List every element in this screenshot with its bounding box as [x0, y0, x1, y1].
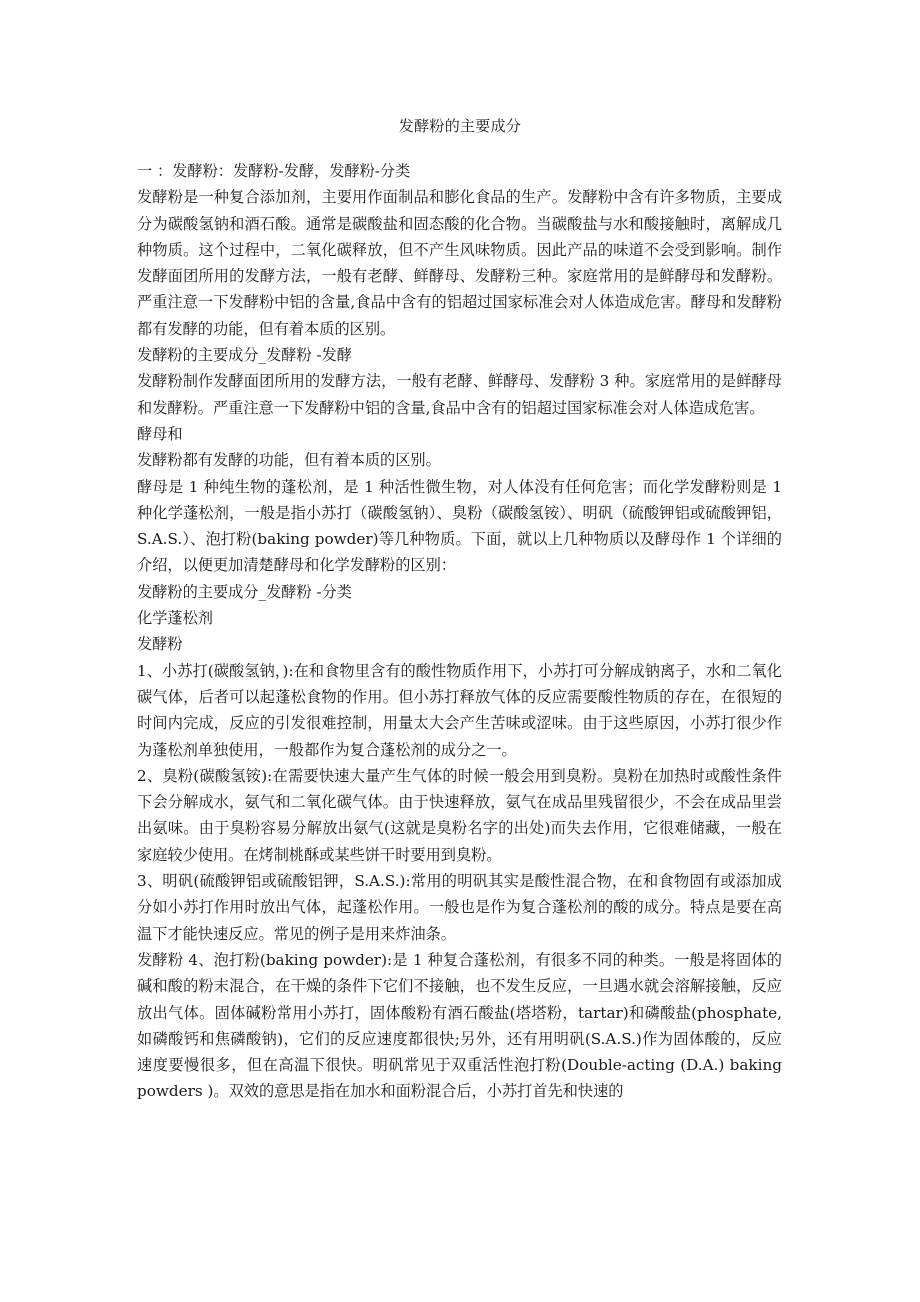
document-title: 发酵粉的主要成分: [398, 117, 522, 135]
body-paragraph: 发酵粉: [137, 635, 183, 654]
section-heading: 一 ：发酵粉：发酵粉-发酵，发酵粉-分类: [137, 162, 411, 180]
body-paragraph: 发酵粉都有发酵的功能，但有着本质的区别。: [137, 451, 441, 470]
body-paragraph: 化学蓬松剂: [137, 609, 213, 628]
section-heading: 发酵粉的主要成分_发酵粉 -发酵: [137, 346, 352, 365]
body-paragraph: 发酵粉是一种复合添加剂，主要用作面制品和膨化食品的生产。发酵粉中含有许多物质，主要成分为碳酸氢钠和酒石酸。通常是碳酸盐和固态酸的化合物。当碳酸盐与水和酸接触时，离解成几种物质。这个过程中，二氧化碳释放，但不产生风味物质。因此产品的味道不会受到影响。制作发酵面团所用的发酵方法，一般有老酵、鲜酵母、发酵粉三种。家庭常用的是鲜酵母和发酵粉。严重注意一下发酵粉中铝的含量,食品中含有的铝超过国家标准会对人体造成危害。酵母和发酵粉都有发酵的功能，但有着本质的区别。: [137, 188, 782, 338]
list-item: 3、明矾(硫酸钾铝或硫酸铝钾，S.A.S.):常用的明矾其实是酸性混合物，在和食物固有或添加成分如小苏打作用时放出气体，起蓬松作用。一般也是作为复合蓬松剂的酸的成分。特点是要在高温下才能快速反应。常见的例子是用来炸油条。: [137, 872, 782, 943]
list-item: 1、小苏打(碳酸氢钠，):在和食物里含有的酸性物质作用下，小苏打可分解成钠离子，水和二氧化碳气体，后者可以起蓬松食物的作用。但小苏打释放气体的反应需要酸性物质的存在，在很短的时间内完成，反应的引发很难控制，用量太大会产生苦味或涩味。由于这些原因，小苏打很少作为蓬松剂单独使用，一般都作为复合蓬松剂的成分之一。: [137, 661, 782, 759]
list-item: 发酵粉 4、泡打粉(baking powder):是 1 种复合蓬松剂，有很多不同的种类。一般是将固体的碱和酸的粉末混合，在干燥的条件下它们不接触，也不发生反应，一旦遇水就会溶解接触，反应放出气体。固体碱粉常用小苏打，固体酸粉有酒石酸盐(塔塔粉，tartar)和磷酸盐(phosphate, 如磷酸钙和焦磷酸钠)，它们的反应速度都很快;另外，还有用明矾(S.A.S.)作为固体酸的，反应速度要慢很多，但在高温下很快。明矾常见于双重活性泡打粉(Double-acting (D.A.) baking powders )。双效的意思是指在加水和面粉混合后，小苏打首先和快速的: [137, 950, 782, 1101]
body-paragraph: 酵母和: [137, 424, 183, 443]
body-paragraph: 发酵粉制作发酵面团所用的发酵方法，一般有老酵、鲜酵母、发酵粉 3 种。家庭常用的是鲜酵母和发酵粉。严重注意一下发酵粉中铝的含量,食品中含有的铝超过国家标准会对人体造成危害。: [137, 372, 782, 417]
document-body: [137, 158, 782, 1105]
list-item: 2、臭粉(碳酸氢铵):在需要快速大量产生气体的时候一般会用到臭粉。臭粉在加热时或酸性条件下会分解成水，氨气和二氧化碳气体。由于快速释放，氨气在成品里残留很少，不会在成品里尝出氨味。由于臭粉容易分解放出氨气(这就是臭粉名字的出处)而失去作用，它很难储藏，一般在家庭较少使用。在烤制桃酥或某些饼干时要用到臭粉。: [137, 766, 782, 864]
section-heading: 发酵粉的主要成分_发酵粉 -分类: [137, 582, 352, 601]
body-paragraph: 酵母是 1 种纯生物的蓬松剂，是 1 种活性微生物，对人体没有任何危害；而化学发酵粉则是 1 种化学蓬松剂，一般是指小苏打（碳酸氢钠）、臭粉（碳酸氢铵）、明矾（硫酸钾铝或硫酸钾铝，S.A.S.）、泡打粉(baking powder)等几种物质。下面，就以上几种物质以及酵母作 1 个详细的介绍，以便更加清楚酵母和化学发酵粉的区别：: [137, 477, 782, 575]
